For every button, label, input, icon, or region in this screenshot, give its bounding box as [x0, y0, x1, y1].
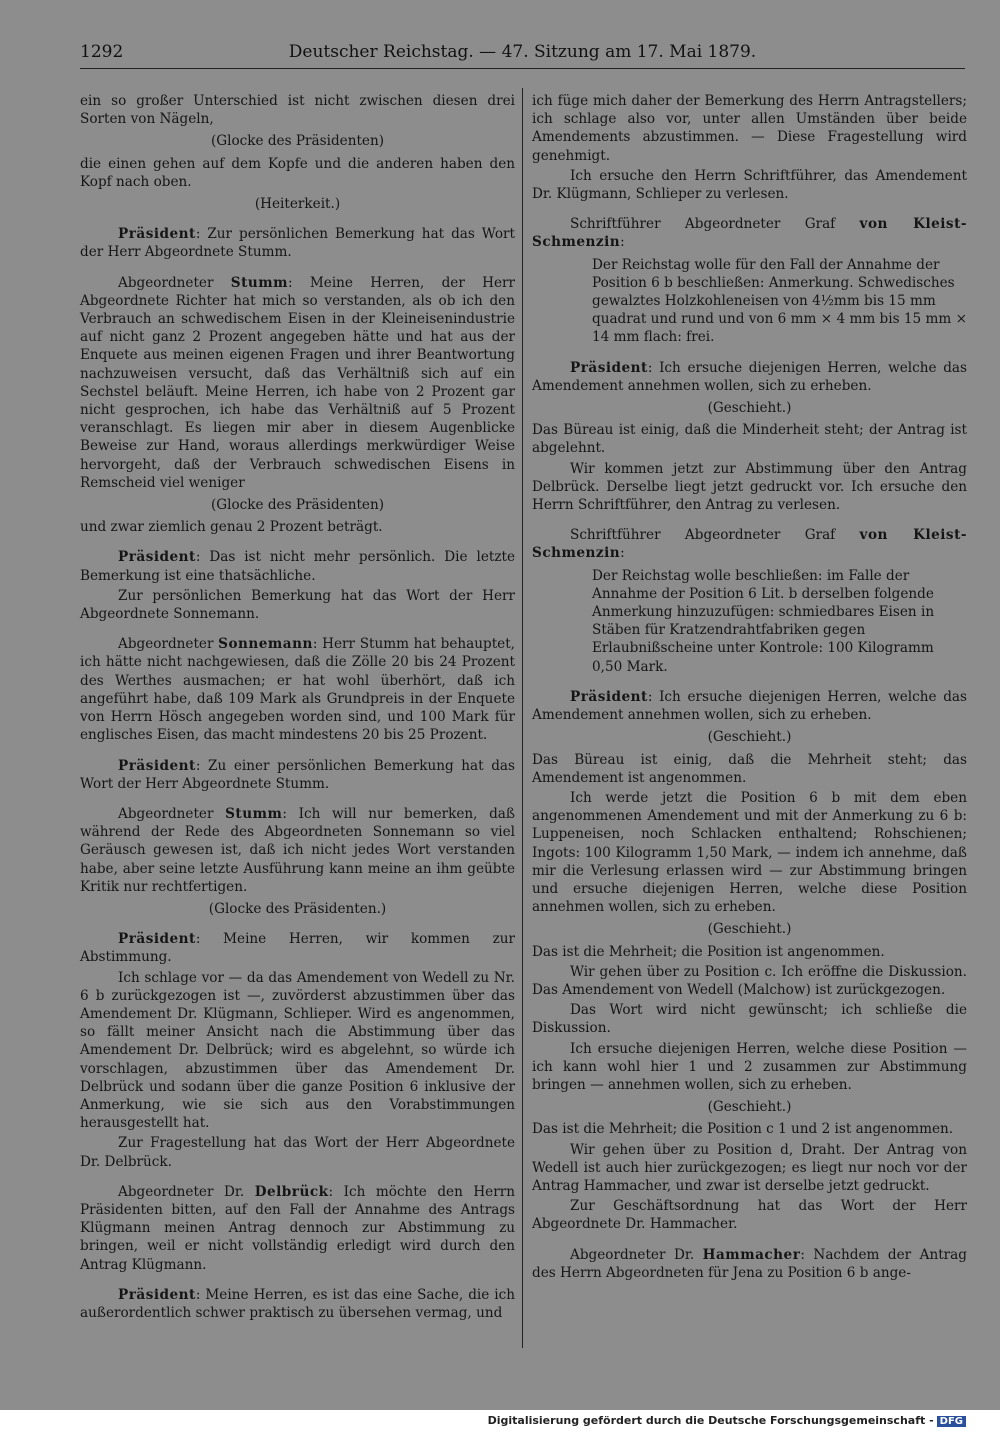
speaker-prefix: Abgeordneter: [118, 636, 219, 653]
speaker-prefix: Abgeordneter Dr.: [118, 1183, 255, 1200]
quoted-motion: [592, 567, 967, 676]
stage-direction: [532, 399, 967, 417]
paragraph: [80, 92, 515, 128]
paragraph-text: : Zu einer persönlichen Bemerkung hat das Wort der Herr Abgeordnete Stumm.: [80, 757, 515, 792]
paragraph-text: ich füge mich daher der Bemerkung des Herrn Antragstellers; ich schlage also vor, unter allen Umständen über beide Amendements abzustimmen. — Diese Fragestellung wird genehmigt.: [532, 93, 967, 164]
paragraph: [80, 548, 515, 584]
paragraph: [532, 1141, 967, 1196]
speaker-name: Präsident: [118, 1286, 196, 1303]
paragraph-text: Ich schlage vor — da das Amendement von Wedell zu Nr. 6 b zurückgezogen ist —, zuvörderst abzustimmen über das Amendement Dr. Klügmann, Schlieper. Wird es angenommen, so fällt meiner Ansicht nach die Abstimmung über das Amendement Dr. Delbrück; wird es abgelehnt, so würde ich vorschlagen, abzustimmen über das Amendement Dr. Delbrück und sodann über die ganze Position 6 inklusive der Anmerkung, wie sie sich aus den Vorabstimmungen herausgestellt hat.: [80, 969, 515, 1132]
paragraph-text: Wir gehen über zu Position d, Draht. Der Antrag von Wedell ist auch hier zurückgezogen; es liegt nur noch vor der Antrag Hammacher, und zwar ist derselbe jetzt gedruckt.: [532, 1141, 967, 1194]
speaker-name: von Kleist-Schmenzin: [532, 527, 968, 562]
paragraph-text: ein so großer Unterschied ist nicht zwischen diesen drei Sorten von Nägeln,: [80, 93, 515, 128]
paragraph: [80, 635, 515, 744]
paragraph: [80, 274, 515, 492]
paragraph: [532, 526, 967, 562]
paragraph: [80, 969, 515, 1133]
paragraph-text: : Ich ersuche diejenigen Herren, welche das Amendement annehmen wollen, sich zu erheben.: [532, 688, 967, 724]
paragraph: [80, 155, 515, 191]
paragraph-text: Ich ersuche diejenigen Herren, welche diese Position — ich kann wohl hier 1 und 2 zusammen zur Abstimmung bringen — annehmen wollen, sich zu erheben.: [532, 1040, 967, 1093]
paragraph: [80, 757, 515, 793]
paragraph: [80, 587, 515, 623]
header-rule: [80, 68, 965, 69]
paragraph-text: (Geschieht.): [707, 729, 792, 746]
page-header: [80, 42, 965, 66]
paragraph-text: (Geschieht.): [707, 921, 792, 938]
stage-direction: [532, 920, 967, 938]
paragraph-text: : Meine Herren, wir kommen zur Abstimmung.: [80, 931, 515, 966]
paragraph-text: Der Reichstag wolle für den Fall der Annahme der Position 6 b beschließen: Anmerkung. Schwedisches gewalztes Holzkohleneisen von 4½mm bis 15 mm quadrat und rund und von 6 mm × 4 mm bis 15 mm × 14 mm flach: frei.: [592, 256, 967, 346]
paragraph-text: :: [620, 234, 625, 251]
paragraph-text: : Nachdem der Antrag des Herrn Abgeordneten für Jena zu Position 6 b ange-: [532, 1246, 967, 1281]
paragraph: [532, 1120, 967, 1138]
paragraph: [532, 421, 967, 457]
speaker-name: Delbrück: [254, 1183, 329, 1200]
paragraph-text: : Herr Stumm hat behauptet, ich hätte nicht nachgewiesen, daß die Zölle 20 bis 24 Prozent des Werthes ausmachen; er hat wohl überhört, daß ich angeführt habe, daß 109 Mark als Grundpreis in der Enquete von Herrn Hösch angegeben worden sind, und 100 Mark für englisches Eisen, das macht mindestens 20 bis 25 Prozent.: [80, 636, 515, 744]
speaker-prefix: Abgeordneter Dr.: [570, 1246, 703, 1263]
paragraph-text: Ich werde jetzt die Position 6 b mit dem eben angenommenen Amendement und mit der Anmerkung zu 6 b: Luppeneisen, noch Schlacken enthaltend; Rohschienen; Ingots: 100 Kilogramm 1,50 Mark, — indem ich annehme, daß mir die Verlesung erlassen wird — zur Abstimmung bringen und ersuche diejenigen Herren, welche diese Position annehmen wollen, sich zu erheben.: [532, 789, 967, 916]
stage-direction: [80, 900, 515, 918]
credit-text: Digitalisierung gefördert durch die Deutsche Forschungsgemeinschaft -: [487, 1414, 934, 1427]
paragraph-text: Der Reichstag wolle beschließen: im Falle der Annahme der Position 6 Lit. b derselben folgende Anmerkung hinzuzufügen: schmiedbares Eisen in Stäben für Kratzendrahtfabriken gegen Erlaubnißscheine unter Kontrole: 100 Kilogramm 0,50 Mark.: [592, 567, 935, 675]
paragraph-text: : Meine Herren, es ist das eine Sache, die ich außerordentlich schwer praktisch zu übersehen vermag, und: [80, 1286, 515, 1321]
speaker-prefix: Schriftführer Abgeordneter Graf: [570, 527, 860, 544]
paragraph-text: Das ist die Mehrheit; die Position c 1 und 2 ist angenommen.: [532, 1121, 954, 1138]
paragraph: [532, 943, 967, 961]
paragraph-text: Das Büreau ist einig, daß die Minderheit steht; der Antrag ist abgelehnt.: [532, 422, 967, 457]
paragraph-text: Zur persönlichen Bemerkung hat das Wort der Herr Abgeordnete Sonnemann.: [80, 587, 515, 623]
speaker-name: Präsident: [118, 226, 196, 243]
speaker-name: Präsident: [570, 688, 648, 705]
paragraph-text: (Glocke des Präsidenten): [210, 133, 385, 150]
paragraph-text: (Geschieht.): [707, 400, 792, 417]
paragraph: [532, 1001, 967, 1037]
speaker-name: Präsident: [118, 931, 196, 948]
stage-direction: [532, 728, 967, 746]
paragraph-text: : Meine Herren, der Herr Abgeordnete Richter hat mich so verstanden, als ob ich den Verbrauch an schwedischem Eisen in der Kleineisenindustrie auf nicht ganz 2 Prozent angegeben hätte und hat aus der Enquete aus meinen eigenen Fragen und ihrer Beantwortung nachzuweisen versucht, daß das Verhältniß sich auf ein Sechstel beläuft. Meine Herren, ich habe von 2 Prozent gar nicht gesprochen, ich habe das Verhältniß auf 5 Prozent veranschlagt. Es liegen mir aber in diesem Augenblicke Beweise zur Hand, woraus allerdings merkwürdiger Weise hervorgeht, daß der Verbrauch schwedischen Eisens in Remscheid viel weniger: [80, 274, 515, 491]
paragraph-text: : Das ist nicht mehr persönlich. Die letzte Bemerkung ist eine thatsächliche.: [80, 549, 515, 584]
paragraph: [532, 1040, 967, 1095]
speaker-name: Sonnemann: [218, 636, 313, 653]
speaker-name: Präsident: [118, 757, 196, 774]
paragraph: [80, 1286, 515, 1322]
paragraph-text: Wir gehen über zu Position c. Ich eröffne die Diskussion. Das Amendement von Wedell (Malchow) ist zurückgezogen.: [532, 963, 967, 998]
paragraph: [80, 930, 515, 966]
paragraph: [80, 1183, 515, 1274]
column-divider: [522, 88, 523, 1348]
paragraph: [80, 518, 515, 536]
paragraph-text: (Glocke des Präsidenten.): [208, 900, 387, 917]
running-title: Deutscher Reichstag. — 47. Sitzung am 17. Mai 1879.: [288, 42, 757, 62]
paragraph-text: (Geschieht.): [707, 1099, 792, 1116]
paragraph-text: Ich ersuche den Herrn Schriftführer, das Amendement Dr. Klügmann, Schlieper zu verlesen.: [532, 167, 967, 203]
paragraph-text: Das Wort wird nicht gewünscht; ich schließe die Diskussion.: [532, 1002, 967, 1037]
stage-direction: [532, 1098, 967, 1116]
left-column: [80, 90, 515, 1322]
paragraph: [532, 751, 967, 787]
paragraph-text: : Ich ersuche diejenigen Herren, welche das Amendement annehmen wollen, sich zu erheben.: [532, 359, 967, 394]
speaker-name: von Kleist-Schmenzin: [532, 216, 968, 251]
stage-direction: [80, 132, 515, 150]
paragraph: [532, 688, 967, 724]
stage-direction: [80, 496, 515, 514]
paragraph: [532, 1197, 967, 1233]
paragraph: [80, 225, 515, 261]
paragraph: [532, 460, 967, 515]
paragraph: [532, 789, 967, 916]
paragraph-text: (Glocke des Präsidenten): [210, 497, 385, 514]
stage-direction: [80, 195, 515, 213]
dfg-logo: DFG: [937, 1416, 966, 1427]
speaker-name: Präsident: [118, 549, 196, 566]
page-number: 1292: [80, 42, 124, 62]
quoted-motion: [592, 256, 967, 347]
paragraph-text: (Heiterkeit.): [254, 196, 341, 213]
speaker-prefix: Schriftführer Abgeordneter Graf: [570, 216, 860, 233]
paragraph-text: die einen gehen auf dem Kopfe und die anderen haben den Kopf nach oben.: [80, 155, 515, 190]
paragraph: [80, 1134, 515, 1170]
speaker-name: Stumm: [230, 274, 288, 291]
paragraph-text: und zwar ziemlich genau 2 Prozent beträgt.: [80, 519, 383, 536]
paragraph-text: :: [620, 545, 625, 562]
paragraph-text: Wir kommen jetzt zur Abstimmung über den Antrag Delbrück. Derselbe liegt jetzt gedruckt vor. Ich ersuche den Herrn Schriftführer, den Antrag zu verlesen.: [532, 460, 967, 514]
paragraph: [532, 167, 967, 203]
paragraph: [532, 1246, 967, 1282]
speaker-prefix: Abgeordneter: [118, 274, 231, 291]
right-column: [532, 90, 967, 1282]
paragraph: [80, 805, 515, 896]
paragraph: [532, 359, 967, 395]
paragraph-text: Das ist die Mehrheit; die Position ist angenommen.: [532, 943, 885, 960]
paragraph-text: Das Büreau ist einig, daß die Mehrheit steht; das Amendement ist angenommen.: [532, 751, 967, 786]
digitization-credit: [488, 1414, 966, 1427]
paragraph: [532, 963, 967, 999]
paragraph-text: Zur Geschäftsordnung hat das Wort der Herr Abgeordnete Dr. Hammacher.: [532, 1198, 967, 1233]
paragraph-text: : Zur persönlichen Bemerkung hat das Wort der Herr Abgeordnete Stumm.: [80, 226, 515, 261]
speaker-name: Stumm: [225, 805, 283, 822]
paragraph: [532, 92, 967, 165]
paragraph-text: Zur Fragestellung hat das Wort der Herr Abgeordnete Dr. Delbrück.: [80, 1135, 515, 1170]
speaker-name: Präsident: [570, 359, 648, 376]
paragraph-text: : Ich möchte den Herrn Präsidenten bitten, auf den Fall der Annahme des Antrags Klügmann meinen Antrag dennoch zur Abstimmung zu bringen, weil er nicht vollständig erledigt wird durch den Antrag Klügmann.: [80, 1183, 515, 1273]
speaker-name: Hammacher: [702, 1246, 801, 1263]
paragraph-text: : Ich will nur bemerken, daß während der Rede des Abgeordneten Sonnemann so viel Geräusch gewesen ist, daß ich nicht jedes Wort verstanden habe, aber seine letzte Ausführung kann meine an ihm geübte Kritik nur rechtfertigen.: [80, 805, 515, 895]
speaker-prefix: Abgeordneter: [118, 805, 226, 822]
paragraph: [532, 215, 967, 251]
